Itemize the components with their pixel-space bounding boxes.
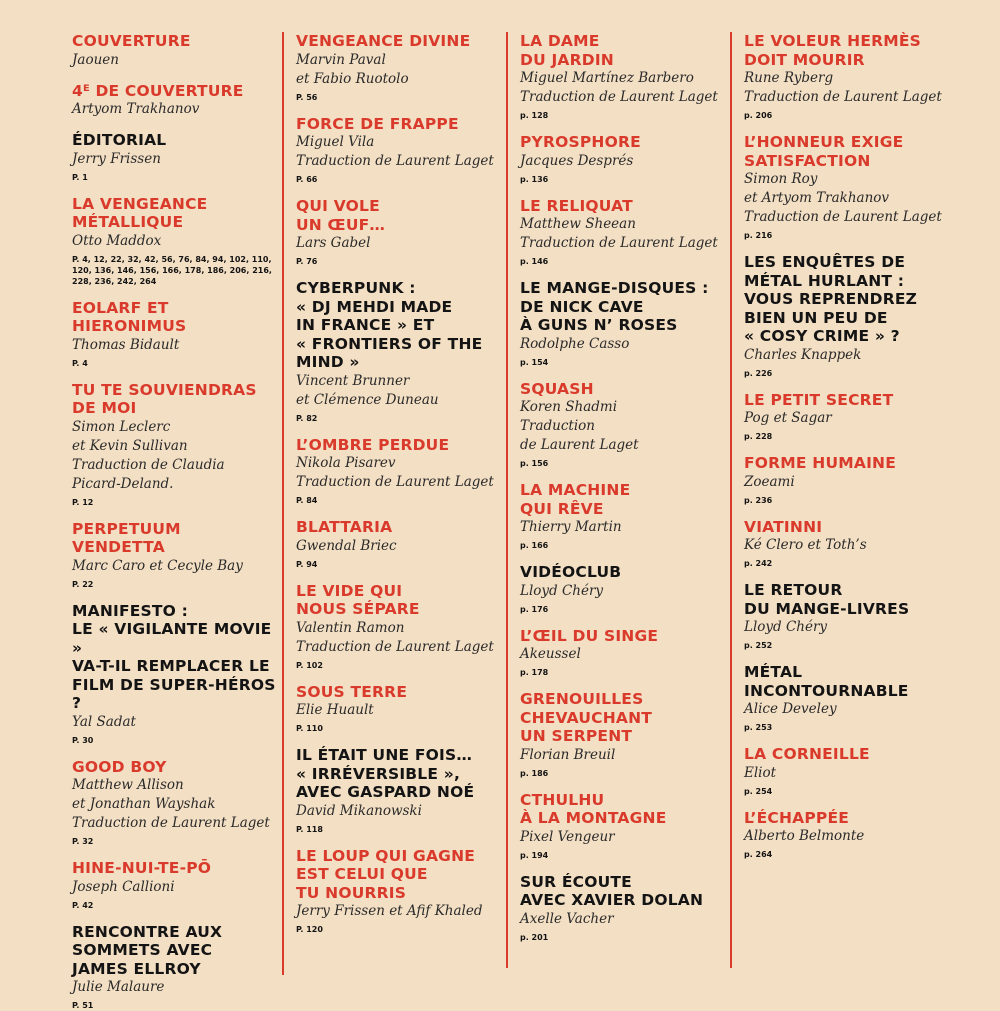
entry-title: 4ᴱ DE COUVERTURE bbox=[72, 82, 276, 101]
entry-page-number: P. 30 bbox=[72, 735, 276, 746]
entry-author: Julie Malaure bbox=[72, 978, 276, 997]
entry-author: Thierry Martin bbox=[520, 518, 724, 537]
entry-page-number: P. 22 bbox=[72, 579, 276, 590]
toc-entry bbox=[520, 133, 724, 185]
entry-author: Rune Ryberg Traduction de Laurent Laget bbox=[744, 69, 950, 107]
toc-entry bbox=[744, 253, 950, 379]
entry-title: SOUS TERRE bbox=[296, 683, 500, 702]
entry-author: Charles Knappek bbox=[744, 346, 950, 365]
entry-page-number: p. 242 bbox=[744, 558, 950, 569]
entry-title: LA VENGEANCE MÉTALLIQUE bbox=[72, 195, 276, 232]
entry-author: Florian Breuil bbox=[520, 746, 724, 765]
toc-entry bbox=[744, 745, 950, 797]
toc-entry bbox=[744, 663, 950, 733]
entry-author: Matthew Sheean Traduction de Laurent Laget bbox=[520, 215, 724, 253]
entry-page-number: p. 206 bbox=[744, 110, 950, 121]
toc-entry bbox=[72, 299, 276, 369]
toc-entry bbox=[296, 436, 500, 507]
toc-entry bbox=[520, 627, 724, 679]
entry-title: BLATTARIA bbox=[296, 518, 500, 537]
toc-entry bbox=[520, 32, 724, 121]
toc-entry bbox=[520, 481, 724, 551]
toc-entry bbox=[296, 746, 500, 835]
toc-entry bbox=[296, 197, 500, 267]
entry-page-number: P. 102 bbox=[296, 660, 500, 671]
entry-page-number: P. 4 bbox=[72, 358, 276, 369]
entry-title: LA DAME DU JARDIN bbox=[520, 32, 724, 69]
entry-page-number: p. 128 bbox=[520, 110, 724, 121]
toc-entry bbox=[520, 690, 724, 779]
entry-page-number: P. 1 bbox=[72, 172, 276, 183]
entry-page-number: p. 226 bbox=[744, 368, 950, 379]
entry-author: Eliot bbox=[744, 764, 950, 783]
entry-title: LA MACHINE QUI RÊVE bbox=[520, 481, 724, 518]
entry-title: L’OMBRE PERDUE bbox=[296, 436, 500, 455]
entry-title: LE PETIT SECRET bbox=[744, 391, 950, 410]
toc-entry bbox=[744, 518, 950, 570]
entry-page-number: P. 32 bbox=[72, 836, 276, 847]
entry-page-number: P. 51 bbox=[72, 1000, 276, 1011]
toc-column-2 bbox=[296, 32, 508, 968]
entry-title: CYBERPUNK : « DJ MEHDI MADE IN FRANCE » ET « FRONTIERS OF THE MIND » bbox=[296, 279, 500, 372]
entry-author: Gwendal Briec bbox=[296, 537, 500, 556]
entry-page-number: p. 186 bbox=[520, 768, 724, 779]
toc-entry bbox=[520, 197, 724, 268]
entry-author: Joseph Callioni bbox=[72, 878, 276, 897]
entry-page-number: p. 216 bbox=[744, 230, 950, 241]
entry-title: HINE-NUI-TE-PŌ bbox=[72, 859, 276, 878]
entry-title: LES ENQUÊTES DE MÉTAL HURLANT : VOUS REPRENDREZ BIEN UN PEU DE « COSY CRIME » ? bbox=[744, 253, 950, 346]
entry-author: Pixel Vengeur bbox=[520, 828, 724, 847]
entry-author: Simon Roy et Artyom Trakhanov Traduction de Laurent Laget bbox=[744, 170, 950, 227]
entry-author: Miguel Vila Traduction de Laurent Laget bbox=[296, 133, 500, 171]
entry-page-number: p. 146 bbox=[520, 256, 724, 267]
entry-title: ÉDITORIAL bbox=[72, 131, 276, 150]
entry-author: Artyom Trakhanov bbox=[72, 100, 276, 119]
entry-title: IL ÉTAIT UNE FOIS… « IRRÉVERSIBLE », AVEC GASPARD NOÉ bbox=[296, 746, 500, 802]
entry-title: LE RETOUR DU MANGE-LIVRES bbox=[744, 581, 950, 618]
entry-title: GRENOUILLES CHEVAUCHANT UN SERPENT bbox=[520, 690, 724, 746]
entry-page-number: p. 176 bbox=[520, 604, 724, 615]
entry-author: Lars Gabel bbox=[296, 234, 500, 253]
entry-author: Ké Clero et Toth’s bbox=[744, 536, 950, 555]
toc-entry bbox=[520, 563, 724, 615]
toc-entry bbox=[520, 791, 724, 861]
entry-page-number: P. 118 bbox=[296, 824, 500, 835]
entry-author: Valentin Ramon Traduction de Laurent Laget bbox=[296, 619, 500, 657]
toc-entry bbox=[744, 391, 950, 443]
entry-author: Koren Shadmi Traduction de Laurent Laget bbox=[520, 398, 724, 455]
entry-title: SUR ÉCOUTE AVEC XAVIER DOLAN bbox=[520, 873, 724, 910]
entry-title: L’HONNEUR EXIGE SATISFACTION bbox=[744, 133, 950, 170]
entry-page-number: p. 253 bbox=[744, 722, 950, 733]
entry-page-number: p. 201 bbox=[520, 932, 724, 943]
entry-page-number: p. 178 bbox=[520, 667, 724, 678]
entry-page-number: p. 136 bbox=[520, 174, 724, 185]
toc-entry bbox=[296, 115, 500, 186]
entry-author: Jacques Després bbox=[520, 152, 724, 171]
entry-author: Axelle Vacher bbox=[520, 910, 724, 929]
entry-author: Marc Caro et Cecyle Bay bbox=[72, 557, 276, 576]
toc-entry bbox=[296, 32, 500, 103]
toc-entry bbox=[72, 602, 276, 746]
entry-page-number: p. 252 bbox=[744, 640, 950, 651]
toc-entry bbox=[520, 873, 724, 943]
entry-author: Thomas Bidault bbox=[72, 336, 276, 355]
toc-entry bbox=[72, 520, 276, 590]
entry-author: Jaouen bbox=[72, 51, 276, 70]
entry-title: MANIFESTO : LE « VIGILANTE MOVIE » VA-T-IL REMPLACER LE FILM DE SUPER-HÉROS ? bbox=[72, 602, 276, 713]
entry-page-number: P. 42 bbox=[72, 900, 276, 911]
entry-title: VENGEANCE DIVINE bbox=[296, 32, 500, 51]
entry-title: VIATINNI bbox=[744, 518, 950, 537]
entry-title: VIDÉOCLUB bbox=[520, 563, 724, 582]
toc-entry bbox=[72, 859, 276, 911]
entry-title: LE RELIQUAT bbox=[520, 197, 724, 216]
entry-page-number: P. 66 bbox=[296, 174, 500, 185]
entry-page-number: P. 82 bbox=[296, 413, 500, 424]
toc-column-1 bbox=[72, 32, 284, 975]
entry-page-number: P. 94 bbox=[296, 559, 500, 570]
entry-author: Alice Develey bbox=[744, 700, 950, 719]
entry-title: PERPETUUM VENDETTA bbox=[72, 520, 276, 557]
toc-entry bbox=[744, 32, 950, 121]
entry-title: SQUASH bbox=[520, 380, 724, 399]
entry-title: L’ÉCHAPPÉE bbox=[744, 809, 950, 828]
entry-page-number: p. 264 bbox=[744, 849, 950, 860]
entry-page-number: P. 84 bbox=[296, 495, 500, 506]
entry-author: Zoeami bbox=[744, 473, 950, 492]
entry-author: Akeussel bbox=[520, 645, 724, 664]
entry-page-number: p. 154 bbox=[520, 357, 724, 368]
entry-author: Yal Sadat bbox=[72, 713, 276, 732]
entry-title: QUI VOLE UN ŒUF… bbox=[296, 197, 500, 234]
toc-entry bbox=[72, 195, 276, 287]
entry-author: Marvin Paval et Fabio Ruotolo bbox=[296, 51, 500, 89]
entry-title: EOLARF ET HIERONIMUS bbox=[72, 299, 276, 336]
entry-page-number: p. 156 bbox=[520, 458, 724, 469]
entry-author: Miguel Martínez Barbero Traduction de Laurent Laget bbox=[520, 69, 724, 107]
entry-title: LA CORNEILLE bbox=[744, 745, 950, 764]
toc-entry bbox=[296, 683, 500, 735]
entry-title: LE VIDE QUI NOUS SÉPARE bbox=[296, 582, 500, 619]
entry-title: LE VOLEUR HERMÈS DOIT MOURIR bbox=[744, 32, 950, 69]
entry-page-number: P. 56 bbox=[296, 92, 500, 103]
entry-title: FORME HUMAINE bbox=[744, 454, 950, 473]
toc-entry bbox=[296, 518, 500, 570]
entry-page-number: P. 4, 12, 22, 32, 42, 56, 76, 84, 94, 102, 110, 120, 136, 146, 156, 166, 178, 186, 206, 216, 228, 236, 242, 264 bbox=[72, 254, 276, 287]
toc-entry bbox=[72, 381, 276, 508]
entry-page-number: P. 12 bbox=[72, 497, 276, 508]
toc-entry bbox=[72, 131, 276, 183]
entry-author: Pog et Sagar bbox=[744, 409, 950, 428]
toc-entry bbox=[744, 581, 950, 651]
toc-entry bbox=[72, 923, 276, 1011]
toc-entry bbox=[520, 279, 724, 368]
entry-page-number: P. 120 bbox=[296, 924, 500, 935]
entry-page-number: P. 76 bbox=[296, 256, 500, 267]
entry-author: Vincent Brunner et Clémence Duneau bbox=[296, 372, 500, 410]
entry-page-number: p. 194 bbox=[520, 850, 724, 861]
toc-entry bbox=[520, 380, 724, 470]
entry-title: FORCE DE FRAPPE bbox=[296, 115, 500, 134]
entry-author: Simon Leclerc et Kevin Sullivan Traduction de Claudia Picard-Deland. bbox=[72, 418, 276, 494]
entry-author: Otto Maddox bbox=[72, 232, 276, 251]
toc-entry bbox=[744, 133, 950, 241]
toc-entry bbox=[72, 32, 276, 70]
entry-author: Nikola Pisarev Traduction de Laurent Laget bbox=[296, 454, 500, 492]
entry-page-number: P. 110 bbox=[296, 723, 500, 734]
entry-author: Lloyd Chéry bbox=[520, 582, 724, 601]
entry-page-number: p. 254 bbox=[744, 786, 950, 797]
toc-entry bbox=[296, 582, 500, 671]
toc-entry bbox=[744, 454, 950, 506]
entry-title: PYROSPHORE bbox=[520, 133, 724, 152]
entry-author: David Mikanowski bbox=[296, 802, 500, 821]
entry-author: Jerry Frissen et Afif Khaled bbox=[296, 902, 500, 921]
entry-author: Matthew Allison et Jonathan Wayshak Traduction de Laurent Laget bbox=[72, 776, 276, 833]
entry-title: RENCONTRE AUX SOMMETS AVEC JAMES ELLROY bbox=[72, 923, 276, 979]
entry-author: Alberto Belmonte bbox=[744, 827, 950, 846]
toc-entry bbox=[72, 82, 276, 120]
entry-title: LE LOUP QUI GAGNE EST CELUI QUE TU NOURRIS bbox=[296, 847, 500, 903]
toc-column-3 bbox=[520, 32, 732, 968]
toc-entry bbox=[296, 279, 500, 424]
entry-page-number: p. 166 bbox=[520, 540, 724, 551]
entry-author: Jerry Frissen bbox=[72, 150, 276, 169]
entry-title: GOOD BOY bbox=[72, 758, 276, 777]
entry-author: Rodolphe Casso bbox=[520, 335, 724, 354]
entry-title: LE MANGE-DISQUES : DE NICK CAVE À GUNS N’ ROSES bbox=[520, 279, 724, 335]
entry-title: CTHULHU À LA MONTAGNE bbox=[520, 791, 724, 828]
entry-title: TU TE SOUVIENDRAS DE MOI bbox=[72, 381, 276, 418]
entry-title: MÉTAL INCONTOURNABLE bbox=[744, 663, 950, 700]
toc-entry bbox=[296, 847, 500, 936]
entry-page-number: p. 236 bbox=[744, 495, 950, 506]
entry-author: Lloyd Chéry bbox=[744, 618, 950, 637]
entry-page-number: p. 228 bbox=[744, 431, 950, 442]
toc-entry bbox=[72, 758, 276, 848]
toc-column-4 bbox=[744, 32, 956, 996]
entry-title: COUVERTURE bbox=[72, 32, 276, 51]
entry-author: Elie Huault bbox=[296, 701, 500, 720]
toc-entry bbox=[744, 809, 950, 861]
entry-title: L’ŒIL DU SINGE bbox=[520, 627, 724, 646]
